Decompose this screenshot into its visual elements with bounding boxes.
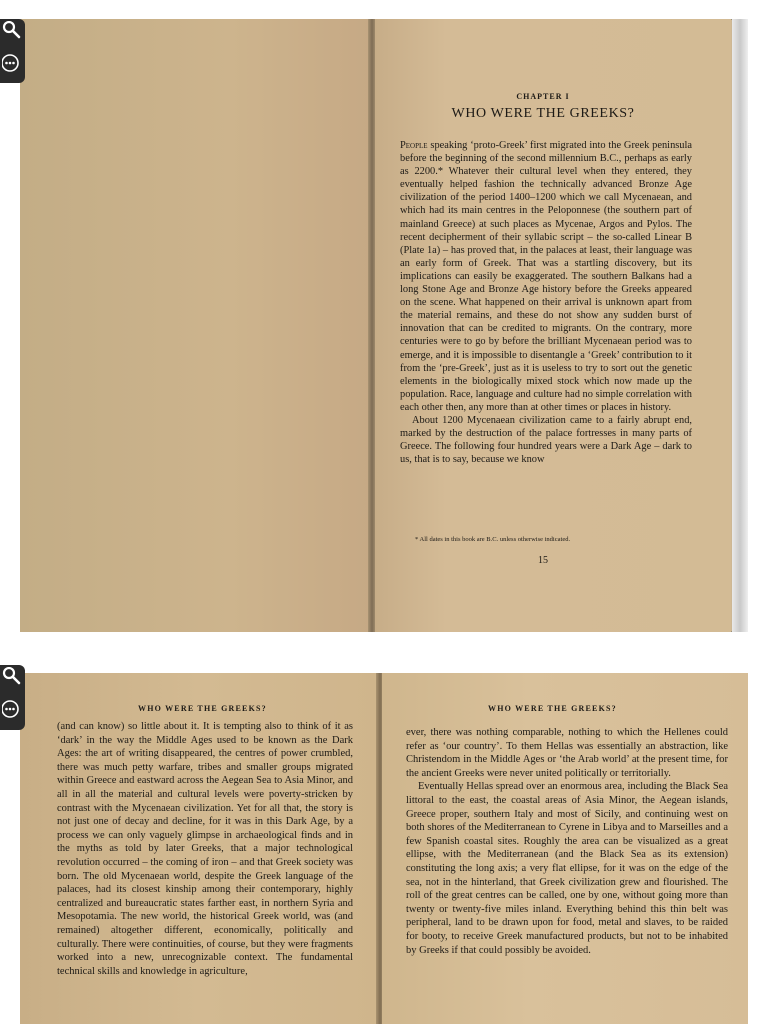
page-edge [732, 19, 748, 632]
paragraph: ever, there was nothing comparable, nothing to which the Hellenes could refer as ‘our country’. To them Hellas was essentially an abstraction, like Christendom in the Middle Ages or ‘the Arab world’ at the present time, for the ancient Greeks were never united politically or territorially. [406, 727, 728, 779]
left-page [20, 673, 378, 1024]
chapter-title: WHO WERE THE GREEKS? [451, 106, 635, 121]
page-number: 15 [538, 555, 548, 566]
chapter-body [400, 139, 692, 466]
book-spread-2 [20, 673, 748, 1024]
chapter-label: CHAPTER I [516, 92, 570, 101]
viewer-tools-1 [0, 19, 25, 83]
left-page-body [57, 720, 353, 978]
paragraph-1: People speaking ‘proto-Greek’ first migrated into the Greek peninsula before the beginning of the second millennium B.C., perhaps as early as 2200.* Whatever their cultural level when they entered, they eventually helped fashion the technically advanced Bronze Age civilization of the period 1400–1200 which we call Mycenaean, and which had its main centres in the Peloponnese (the southern part of mainland Greece) at such places as Mycenae, Argos and Pylos. The recent decipherment of their syllabic script – the so-called Linear B (Plate 1a) – has proved that, in the palaces at least, their language was an early form of Greek. That was a startling discovery, but its implications can easily be exaggerated. The southern Balkans had a long Stone Age and Bronze Age history before the Greeks appeared on the scene. What happened on their arrival is unknown apart from the material remains, and these do not show any sudden burst of innovation that can be credited to migrants. On the contrary, more centuries were to go by before the brilliant Mycenaean period was to emerge, and it is impossible to disentangle a ‘Greek’ contribution to it from the ‘pre-Greek’, just as it is useless to try to sort out the genetic elements in the biologically mixed stock which now made up the population. Race, language and culture had no simple correlation with each other then, any more than at other times or places in history. [400, 140, 692, 413]
right-page [375, 19, 731, 632]
left-page-blank [20, 19, 370, 632]
first-word: People [400, 140, 428, 151]
paragraph-2: About 1200 Mycenaean civilization came to a fairly abrupt end, marked by the destruction of the palace fortresses in many parts of Greece. The following four hundred years were a Dark Age – dark to us, that is to say, because we know [400, 414, 692, 466]
right-page-body [406, 726, 728, 957]
zoom-icon[interactable] [2, 667, 22, 687]
paragraph: Eventually Hellas spread over an enormous area, including the Black Sea littoral to the east, the coastal areas of Asia Minor, the Aegean islands, Greece proper, southern Italy and most of Sicily, and continuing west on both shores of the Mediterranean to Cyrene in Libya and to Marseilles and a few Spanish coastal sites. Roughly the area can be visualized as a great ellipse, with the Mediterranean (and the Black Sea as its extension) constituting the long axis; a very flat ellipse, for it was on the edge of the sea, not in the hinterland, that Greek civilization grew and flourished. The roll of the great centres can be called, one by one, without going more than twenty or twenty-five miles inland. Everything behind this thin belt was peripheral, land to be drawn upon for food, metal and slaves, to be raided for booty, to receive Greek manufactured products, but not to be inhabited by Greeks if that could possibly be avoided. [406, 781, 728, 956]
more-options-icon[interactable] [2, 53, 22, 73]
right-page [382, 673, 748, 1024]
more-options-icon[interactable] [2, 699, 22, 719]
viewer-tools-2 [0, 665, 25, 730]
paragraph: (and can know) so little about it. It is tempting also to think of it as ‘dark’ in the way the Middle Ages used to be known as the Dark Ages: the art of writing disappeared, the centres of power crumbled, there was much petty warfare, tribes and smaller groups migrated within Greece and eastward across the Aegean Sea to Asia Minor, and all in all the material and cultural levels were poverty-stricken by contrast with the Mycenaean civilization. Yet for all that, the story is not just one of decay and decline, for it was in this Dark Age, by a process we can only vaguely glimpse in archaeological finds and in the myths as told by later Greeks, that a major technological revolution occurred – the coming of iron – and that Greek society was born. The old Mycenaean world, despite the Greek language of the palaces, had its closest kinship among their contemporary, highly centralized and bureaucratic states farther east, in northern Syria and Mesopotamia. The new world, the historical Greek world, was (and remained) altogether different, economically, politically and culturally. There were continuities, of course, but they were fragments worked into a new, unrecognizable context. The fundamental technical skills and knowledge in agriculture, [57, 721, 353, 977]
running-header-left: WHO WERE THE GREEKS? [138, 704, 267, 713]
book-spread-1 [20, 19, 748, 632]
running-header-right: WHO WERE THE GREEKS? [488, 704, 617, 713]
zoom-icon[interactable] [2, 21, 22, 41]
footnote: * All dates in this book are B.C. unless otherwise indicated. [415, 536, 571, 543]
